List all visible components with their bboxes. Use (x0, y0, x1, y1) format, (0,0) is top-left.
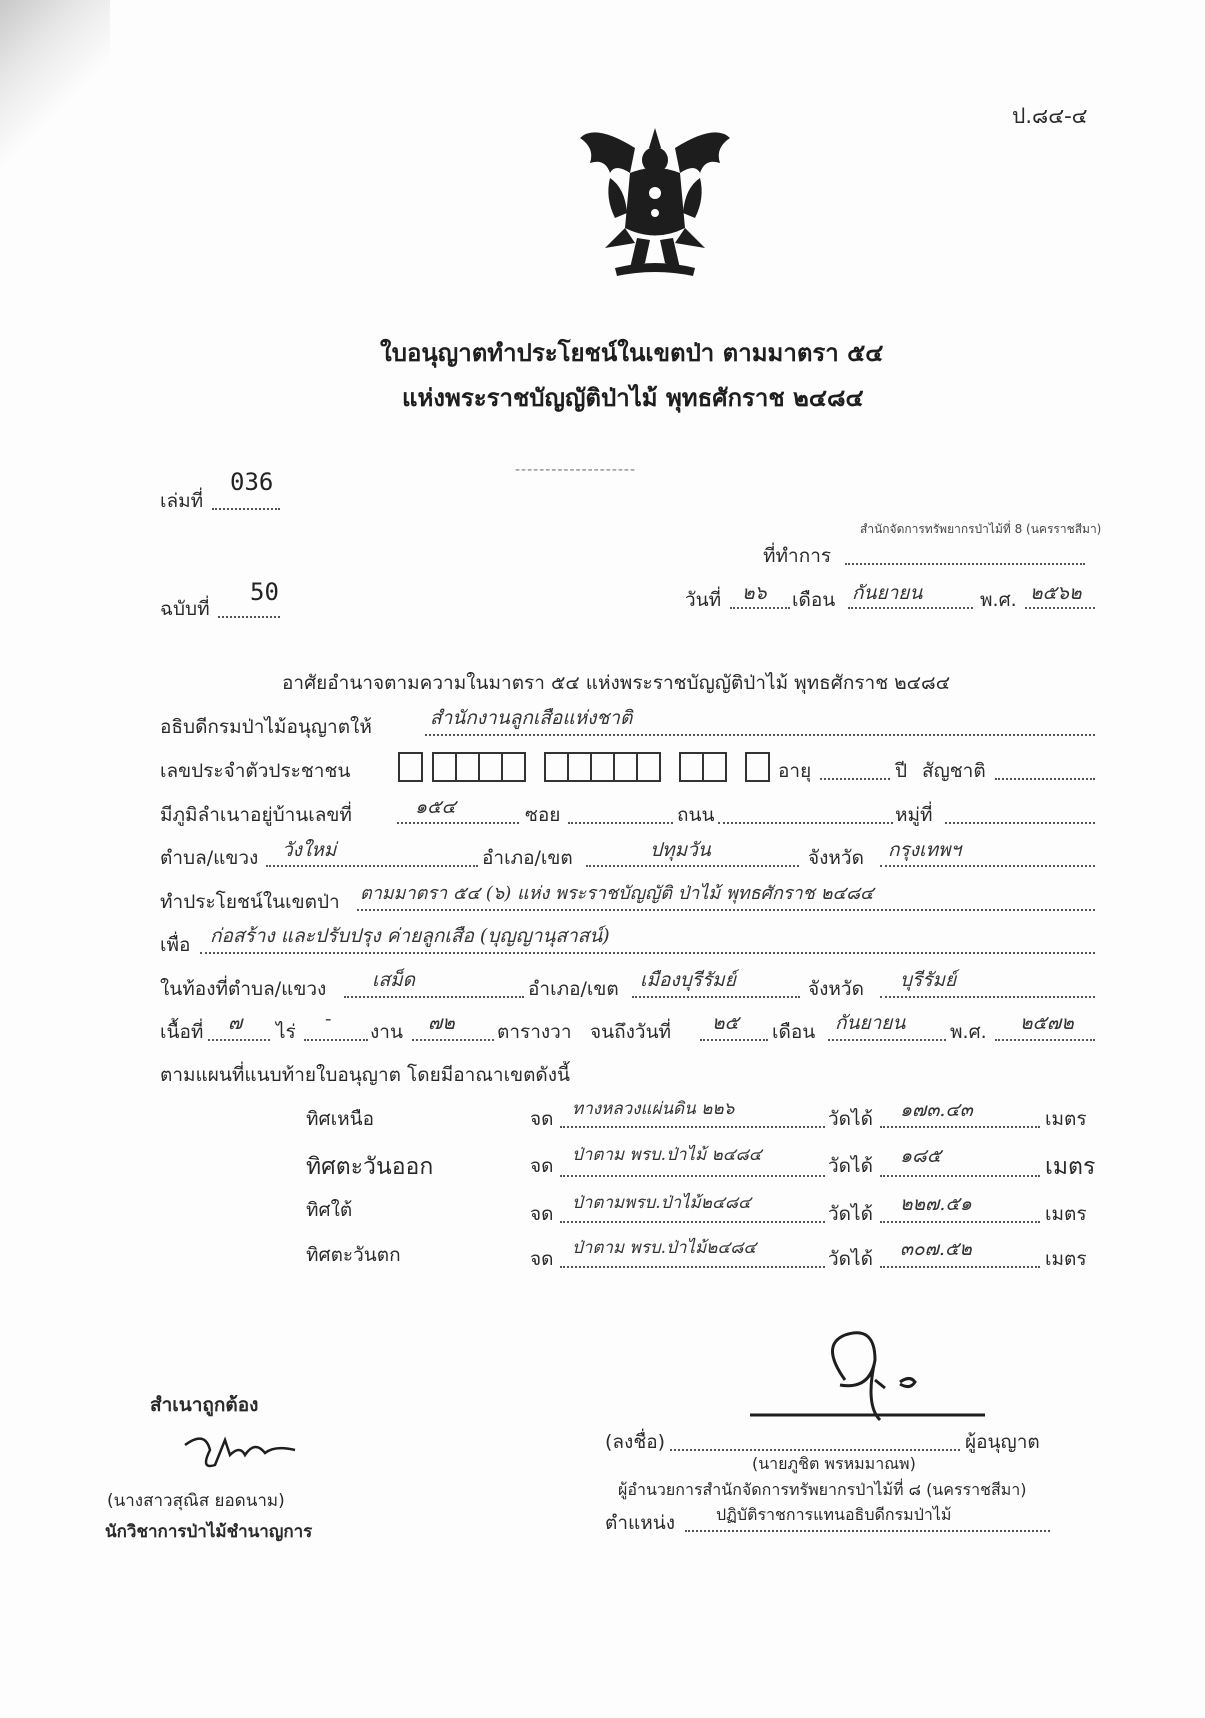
loc-province: บุรีรัมย์ (900, 969, 957, 991)
garuda-emblem-icon (575, 118, 735, 283)
loc-subdistrict: เสม็ด (372, 969, 415, 991)
subdistrict: วังใหม่ (282, 839, 337, 861)
use-value: ตามมาตรา ๕๔ (๖) แห่ง พระราชบัญญัติ ป่าไม้ พุทธศักราช ๒๔๘๔ (360, 883, 874, 904)
ngan-dots (304, 1017, 368, 1041)
until-month: กันยายน (835, 1012, 906, 1034)
address-label: มีภูมิลำเนาอยู่บ้านเลขที่ (160, 804, 352, 826)
grantor-label: อธิบดีกรมป่าไม้อนุญาตให้ (160, 716, 372, 738)
bound-south-len: ๒๒๗.๕๑ (900, 1193, 972, 1215)
office-dots (845, 541, 1085, 565)
age-dots (820, 756, 890, 780)
province: กรุงเทพฯ (888, 839, 962, 861)
ngan-label: งาน (370, 1021, 403, 1043)
bound-south-to: ป่าตามพรบ.ป่าไม้๒๔๘๔ (572, 1193, 751, 1213)
id-number-boxes (398, 752, 770, 782)
id-box (501, 752, 526, 782)
until-month-label: เดือน (772, 1021, 816, 1043)
until-year-label: พ.ศ. (950, 1021, 987, 1043)
bound-north-to: ทางหลวงแผ่นดิน ๒๒๖ (572, 1099, 735, 1119)
bound-north-unit: เมตร (1045, 1108, 1087, 1130)
bound-south-unit: เมตร (1045, 1203, 1087, 1225)
signer-title: ผู้อำนวยการสำนักจัดการทรัพยากรป่าไม้ที่ ๘ (นครราชสีมา) (618, 1480, 1027, 1499)
nationality-dots (995, 756, 1095, 780)
copy-label: ฉบับที่ (160, 598, 210, 620)
date-year: ๒๕๖๒ (1030, 582, 1082, 604)
intro-line: อาศัยอำนาจตามความในมาตรา ๕๔ แห่งพระราชบัญญัติป่าไม้ พุทธศักราช ๒๔๘๔ (282, 672, 951, 694)
volume-number: 036 (230, 468, 274, 496)
house-number: ๑๕๔ (415, 796, 456, 818)
purpose-value: ก่อสร้าง และปรับปรุง ค่ายลูกเสือ (บุญญานุสาสน์) (210, 925, 610, 947)
sign-label: (ลงชื่อ) (605, 1431, 666, 1453)
bound-east-to: ป่าตาม พรบ.ป่าไม้ ๒๔๘๔ (572, 1145, 762, 1165)
divider: -------------------- (515, 462, 637, 478)
moo-dots (945, 800, 1095, 824)
sign-dots (670, 1427, 960, 1451)
purpose-label: เพื่อ (160, 934, 191, 956)
copy-number: 50 (250, 578, 279, 606)
office-label: ที่ทำการ (763, 545, 832, 567)
bound-east-unit: เมตร (1045, 1154, 1096, 1180)
until-day: ๒๕ (712, 1012, 739, 1034)
bound-west-len: ๓๐๗.๕๒ (900, 1238, 972, 1260)
bound-west-measure: วัดได้ (828, 1248, 873, 1270)
bound-north-dir: ทิศเหนือ (306, 1108, 375, 1130)
bound-west-adj: จด (530, 1248, 554, 1270)
bound-east-measure: วัดได้ (828, 1155, 873, 1177)
area-rai: ๗ (228, 1012, 243, 1034)
area-ngan: - (325, 1008, 332, 1030)
certify-stamp: สำเนาถูกต้อง (150, 1394, 259, 1416)
id-box (636, 752, 661, 782)
date-day-label: วันที่ (685, 589, 722, 611)
date-day: ๒๖ (742, 582, 767, 604)
grantee: สำนักงานลูกเสือแห่งชาติ (430, 707, 633, 729)
id-box (567, 752, 592, 782)
id-box (432, 752, 457, 782)
certify-signature-icon (180, 1425, 300, 1480)
district-label: อำเภอ/เขต (482, 847, 573, 869)
id-box (544, 752, 569, 782)
scan-shadow (0, 0, 110, 175)
year-unit: ปี (895, 760, 908, 782)
certify-title: นักวิชาการป่าไม้ชำนาญการ (105, 1522, 313, 1542)
bound-south-measure: วัดได้ (828, 1203, 873, 1225)
bound-north-adj: จด (530, 1108, 554, 1130)
road-label: ถนน (677, 804, 715, 826)
district: ปทุมวัน (650, 839, 711, 861)
id-box (702, 752, 727, 782)
signer-name: (นายภูชิต พรหมมาณพ) (752, 1454, 916, 1473)
use-label: ทำประโยชน์ในเขตป่า (160, 891, 340, 913)
nationality-label: สัญชาติ (922, 760, 986, 782)
id-box (745, 752, 770, 782)
id-box (679, 752, 704, 782)
bound-east-dir: ทิศตะวันออก (306, 1154, 434, 1180)
loc-province-label: จังหวัด (808, 978, 864, 1000)
id-label: เลขประจำตัวประชาชน (160, 760, 351, 782)
form-code: ป.๘๔-๔ (1012, 104, 1088, 128)
bound-west-dir: ทิศตะวันตก (306, 1244, 401, 1266)
road-dots (718, 800, 893, 824)
map-line: ตามแผนที่แนบท้ายใบอนุญาต โดยมีอาณาเขตดังนี้ (160, 1064, 571, 1086)
id-box (613, 752, 638, 782)
title-line-1: ใบอนุญาตทำประโยชน์ในเขตป่า ตามมาตรา ๕๔ (380, 339, 884, 367)
loc-district: เมืองบุรีรัมย์ (640, 969, 736, 991)
loc-district-label: อำเภอ/เขต (528, 978, 619, 1000)
wa-label: ตารางวา (497, 1021, 572, 1043)
moo-label: หมู่ที่ (895, 804, 933, 826)
area-wa: ๗๒ (428, 1012, 455, 1034)
area-label: เนื้อที่ (160, 1021, 204, 1043)
id-box (590, 752, 615, 782)
certify-name: (นางสาวสุณิส ยอดนาม) (107, 1491, 285, 1511)
date-year-label: พ.ศ. (980, 589, 1017, 611)
soi-dots (568, 800, 673, 824)
id-box (398, 752, 423, 782)
position-label: ตำแหน่ง (605, 1512, 676, 1534)
date-month-label: เดือน (792, 589, 836, 611)
volume-label: เล่มที่ (160, 490, 204, 512)
bound-west-unit: เมตร (1045, 1248, 1087, 1270)
bound-east-adj: จด (530, 1155, 554, 1177)
sign-role: ผู้อนุญาต (965, 1431, 1040, 1453)
soi-label: ซอย (525, 804, 561, 826)
province-label: จังหวัด (808, 847, 864, 869)
bound-north-measure: วัดได้ (828, 1108, 873, 1130)
bound-west-to: ป่าตาม พรบ.ป่าไม้๒๔๘๔ (572, 1238, 757, 1258)
until-label: จนถึงวันที่ (590, 1021, 672, 1043)
title-line-2: แห่งพระราชบัญญัติป่าไม้ พุทธศักราช ๒๔๘๔ (402, 384, 864, 412)
date-month: กันยายน (852, 582, 923, 604)
bound-south-dir: ทิศใต้ (306, 1199, 353, 1221)
bound-east-len: ๑๘๕ (900, 1145, 942, 1167)
signature-scribble-icon (750, 1320, 990, 1430)
rai-label: ไร่ (276, 1021, 296, 1043)
location-label: ในท้องที่ตำบล/แขวง (160, 978, 327, 1000)
loc-subdistrict-dots (344, 974, 524, 998)
office-stamp: สำนักจัดการทรัพยากรป่าไม้ที่ 8 (นครราชสีมา) (860, 522, 1102, 536)
subdistrict-label: ตำบล/แขวง (160, 847, 259, 869)
age-label: อายุ (778, 760, 812, 782)
until-year: ๒๕๗๒ (1020, 1012, 1074, 1034)
id-box (455, 752, 480, 782)
id-box (478, 752, 503, 782)
bound-south-adj: จด (530, 1203, 554, 1225)
position-value: ปฏิบัติราชการแทนอธิบดีกรมป่าไม้ (716, 1505, 952, 1524)
bound-north-len: ๑๗๓.๔๓ (900, 1099, 973, 1121)
